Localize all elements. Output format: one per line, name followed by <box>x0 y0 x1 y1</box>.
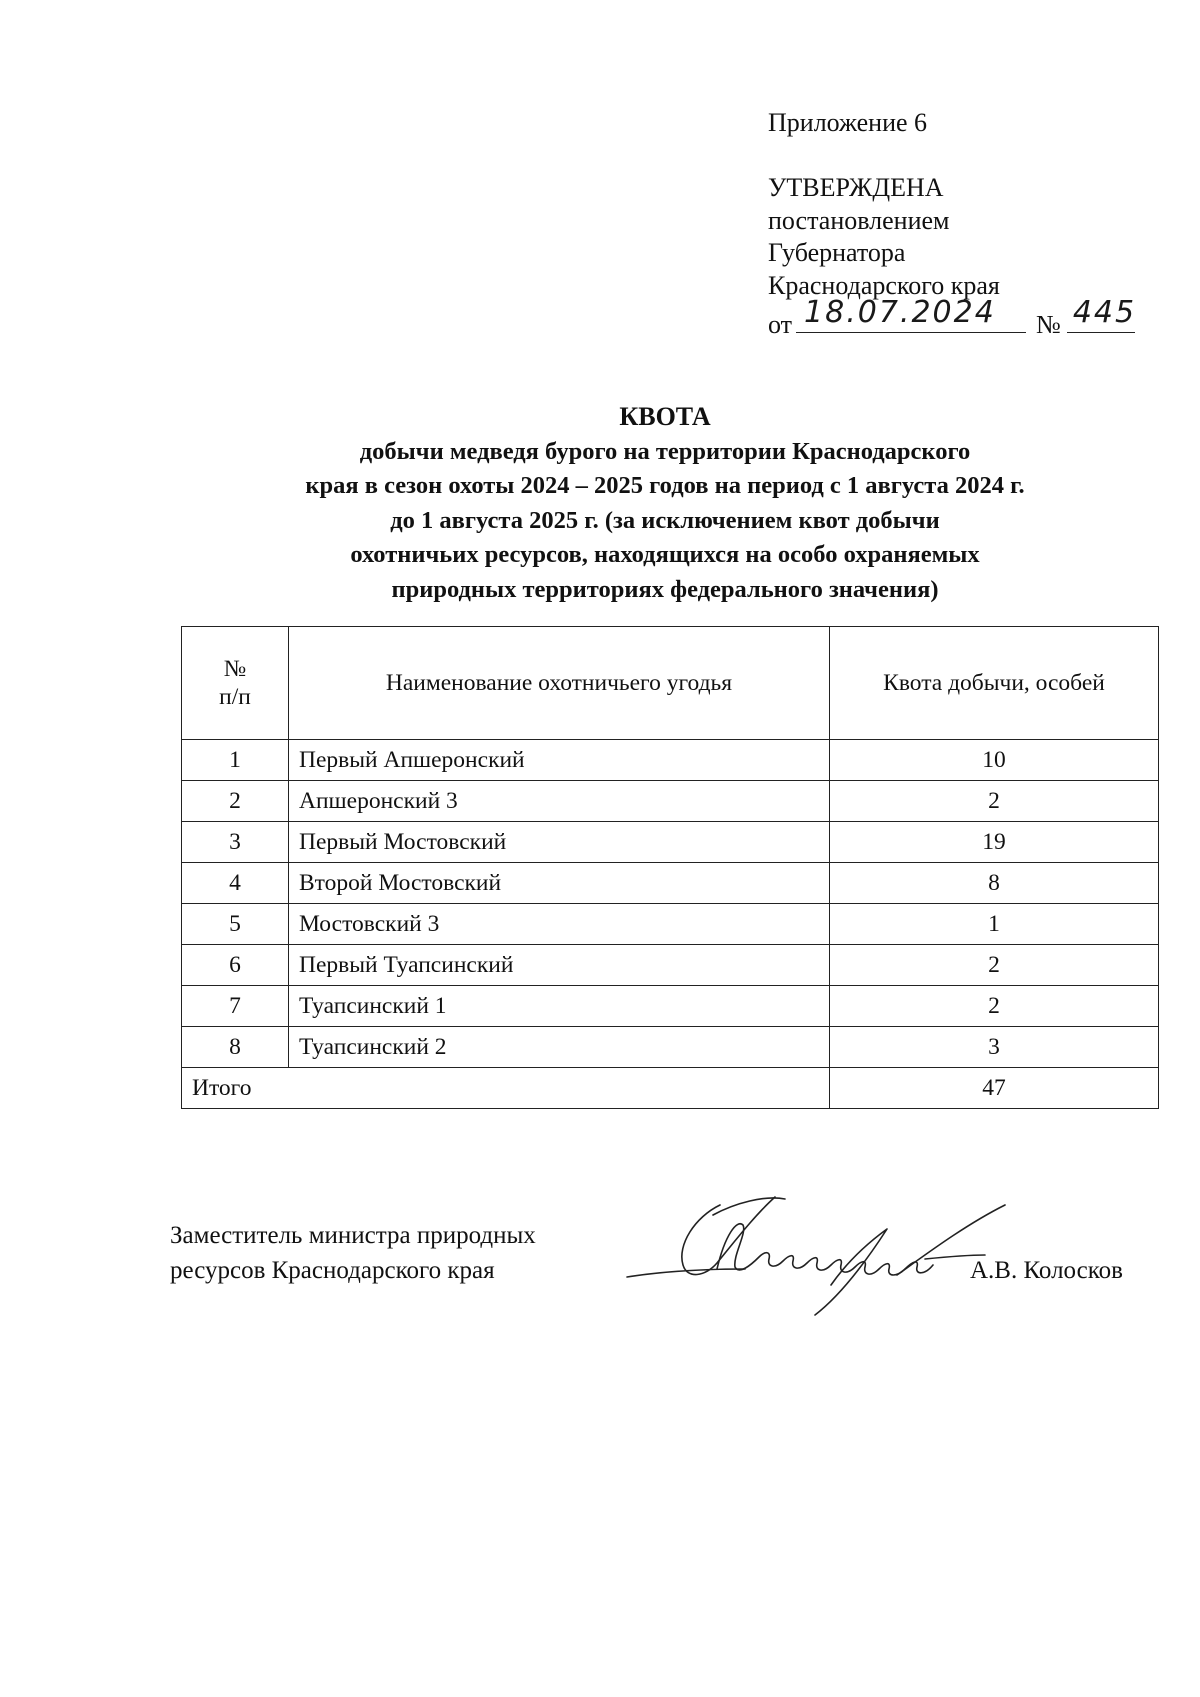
row-name: Туапсинский 2 <box>289 1027 830 1068</box>
handwritten-date: 18.07.2024 <box>804 294 996 330</box>
quota-table <box>181 626 1159 1109</box>
approval-line: постановлением <box>768 205 950 235</box>
title-main: КВОТА <box>619 402 711 431</box>
table-row <box>182 986 1159 1027</box>
row-quota: 2 <box>830 986 1159 1027</box>
row-name: Второй Мостовский <box>289 863 830 904</box>
document-title <box>170 400 1160 607</box>
row-number: 8 <box>182 1027 289 1068</box>
row-name: Мостовский 3 <box>289 904 830 945</box>
total-label: Итого <box>182 1068 830 1109</box>
row-number: 4 <box>182 863 289 904</box>
table-row <box>182 904 1159 945</box>
row-name: Апшеронский 3 <box>289 781 830 822</box>
table-header-row <box>182 627 1159 740</box>
header-number: № п/п <box>182 627 289 740</box>
table-row <box>182 863 1159 904</box>
row-number: 3 <box>182 822 289 863</box>
approval-line: Краснодарского края <box>768 270 1000 300</box>
table-total-row <box>182 1068 1159 1109</box>
table-row <box>182 1027 1159 1068</box>
approval-stamp <box>768 172 1135 342</box>
table-row <box>182 740 1159 781</box>
date-field <box>796 294 1026 333</box>
title-line: до 1 августа 2025 г. (за исключением квот добычи <box>390 506 940 534</box>
row-number: 5 <box>182 904 289 945</box>
row-quota: 10 <box>830 740 1159 781</box>
header-name: Наименование охотничьего угодья <box>289 627 830 740</box>
row-quota: 8 <box>830 863 1159 904</box>
row-name: Первый Апшеронский <box>289 740 830 781</box>
row-quota: 2 <box>830 945 1159 986</box>
title-line: края в сезон охоты 2024 – 2025 годов на период с 1 августа 2024 г. <box>305 472 1025 499</box>
row-number: 1 <box>182 740 289 781</box>
header-quota: Квота добычи, особей <box>830 627 1159 740</box>
title-line: добычи медведя бурого на территории Краснодарского <box>359 437 971 465</box>
row-quota: 19 <box>830 822 1159 863</box>
row-quota: 2 <box>830 781 1159 822</box>
approval-title: УТВЕРЖДЕНА <box>768 173 944 202</box>
date-prefix: от <box>768 310 793 339</box>
signer-title-line: ресурсов Краснодарского края <box>170 1257 495 1284</box>
row-number: 7 <box>182 986 289 1027</box>
row-name: Первый Мостовский <box>289 822 830 863</box>
row-name: Туапсинский 1 <box>289 986 830 1027</box>
title-line: охотничьих ресурсов, находящихся на особо охраняемых <box>350 541 980 568</box>
appendix-label: Приложение 6 <box>768 108 928 137</box>
title-line: природных территориях федерального значения) <box>391 575 939 603</box>
number-field <box>1067 294 1137 333</box>
signer-title-line: Заместитель министра природных <box>170 1222 536 1249</box>
total-value: 47 <box>830 1068 1159 1109</box>
row-number: 2 <box>182 781 289 822</box>
handwritten-number: 445 <box>1072 294 1137 330</box>
row-name: Первый Туапсинский <box>289 945 830 986</box>
signer-title <box>170 1218 536 1288</box>
row-number: 6 <box>182 945 289 986</box>
row-quota: 1 <box>830 904 1159 945</box>
approval-line: Губернатора <box>768 238 906 267</box>
table-row <box>182 822 1159 863</box>
table-row <box>182 945 1159 986</box>
number-prefix: № <box>1036 310 1061 339</box>
approval-date-number-line <box>768 294 1137 342</box>
row-quota: 3 <box>830 1027 1159 1068</box>
signer-name: А.В. Колосков <box>970 1257 1123 1284</box>
table-row <box>182 781 1159 822</box>
